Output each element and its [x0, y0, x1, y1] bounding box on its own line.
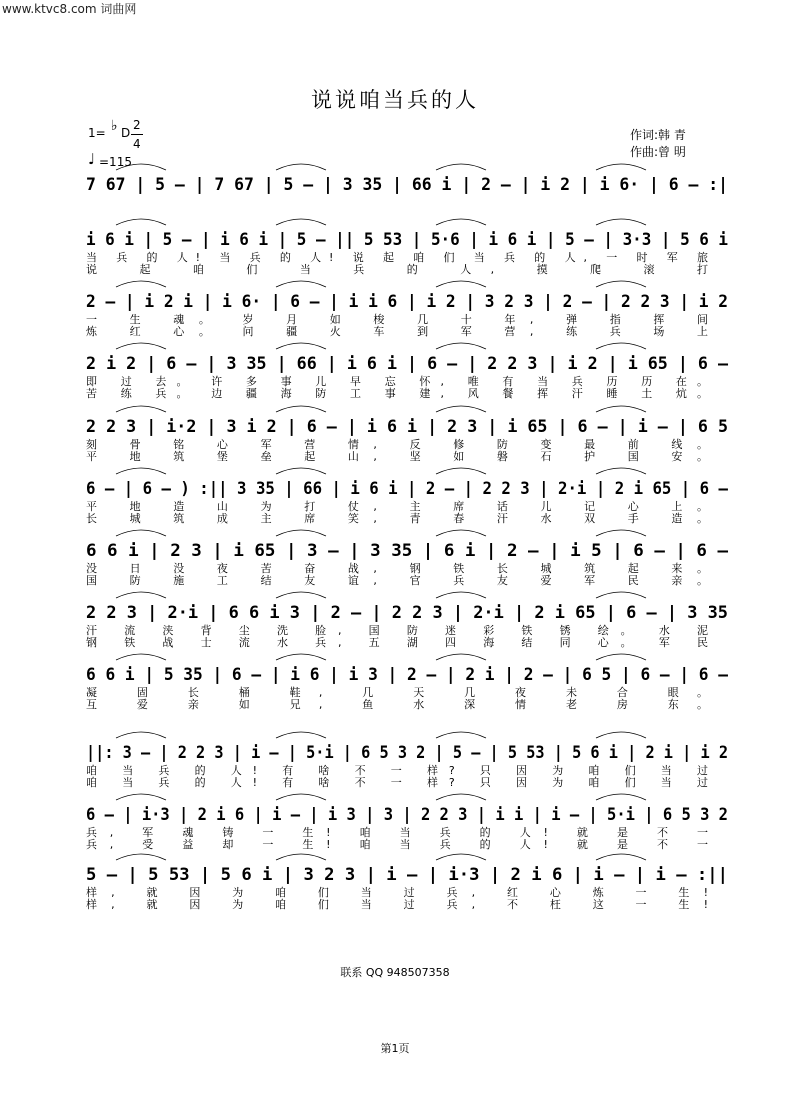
slur-arc — [596, 592, 646, 598]
jianpu-notes: i 6 i | 5 – | i 6 i | 5 – || 5 53 | 5·6 | i 6 i | 5 – | 3·3 | 5 6 i — [86, 230, 728, 250]
slur-arc — [596, 654, 646, 660]
flat-sign: ♭ — [111, 118, 118, 134]
slur-arc — [436, 854, 486, 860]
jianpu-notes: 7 67 | 5 – | 7 67 | 5 – | 3 35 | 66 i | 2 – | i 2 | i 6· | 6 – :| — [86, 175, 728, 195]
jianpu-notes: 5 – | 5 53 | 5 6 i | 3 2 3 | i – | i·3 | 2 i 6 | i – | i – :|| — [86, 865, 728, 885]
site-watermark: www.ktvc8.com 词曲网 — [2, 2, 137, 16]
slur-arc — [276, 343, 326, 349]
score-system — [86, 530, 729, 587]
lyric-line: 国 防 施 工 结 友 谊, 官 兵 友 爱 军 民 亲。 — [86, 574, 709, 587]
slur-arc — [116, 592, 166, 598]
jianpu-notes: ||: 3 – | 2 2 3 | i – | 5·i | 6 5 3 2 | 5 – | 5 53 | 5 6 i | 2 i | i 2 — [86, 743, 728, 763]
lyric-line: 互 爱 亲 如 兄, 鱼 水 深 情 老 房 东。 — [86, 698, 709, 711]
jianpu-notes: 2 – | i 2 i | i 6· | 6 – | i i 6 | i 2 | 3 2 3 | 2 – | 2 2 3 | i 2 — [86, 292, 728, 312]
lyric-line: 平 地 造 山 为 打 仗, 主 席 话 儿 记 心 上。 — [86, 500, 709, 513]
slur-arc — [596, 794, 646, 800]
slur-arc — [596, 530, 646, 536]
lyric-line: 即 过 去。 许 多 事 儿 早 忘 怀, 唯 有 当 兵 历 历 在。 — [86, 375, 709, 388]
slur-arc — [436, 406, 486, 412]
score-system — [86, 794, 728, 851]
slur-arc — [596, 732, 646, 738]
slur-arc — [116, 343, 166, 349]
jianpu-notes: 6 6 i | 5 35 | 6 – | i 6 | i 3 | 2 – | 2 i | 2 – | 6 5 | 6 – | 6 – — [86, 665, 729, 685]
contact-info: 联系 QQ 948507358 — [340, 966, 450, 979]
page-number: 第1页 — [380, 1042, 410, 1055]
lyric-line: 炼 红 心。 问 疆 火 车 到 军 营, 练 兵 场 上 — [86, 325, 709, 338]
score-system — [86, 343, 729, 400]
composer: 作曲:曾 明 — [630, 145, 686, 159]
jianpu-notes: 6 – | i·3 | 2 i 6 | i – | i 3 | 3 | 2 2 3 | i i | i – | 5·i | 6 5 3 2 — [86, 805, 728, 825]
slur-arc — [436, 468, 486, 474]
slur-arc — [596, 468, 646, 474]
slur-arc — [276, 654, 326, 660]
slur-arc — [116, 854, 166, 860]
slur-arc — [436, 219, 486, 225]
key-label: 1= — [88, 126, 106, 140]
lyric-line: 刻 骨 铭 心 军 营 情, 反 修 防 变 最 前 线。 — [86, 438, 709, 451]
score-system — [86, 732, 728, 789]
lyric-line: 苦 练 兵。 边 疆 海 防 工 事 建, 风 餐 挥 汗 睡 土 炕。 — [86, 387, 709, 400]
slur-arc — [436, 164, 486, 170]
slur-arc — [436, 592, 486, 598]
score-system — [86, 219, 728, 276]
jianpu-notes: 2 2 3 | i·2 | 3 i 2 | 6 – | i 6 i | 2 3 | i 65 | 6 – | i – | 6 5 — [86, 417, 728, 437]
slur-arc — [596, 219, 646, 225]
slur-arc — [436, 343, 486, 349]
slur-arc — [116, 794, 166, 800]
time-top: 2 — [133, 118, 141, 132]
song-title: 说说咱当兵的人 — [311, 88, 479, 112]
slur-arc — [116, 732, 166, 738]
slur-arc — [116, 219, 166, 225]
key-letter: D — [121, 126, 131, 140]
slur-arc — [436, 732, 486, 738]
lyric-line: 一 生 魂。 岁 月 如 梭 几 十 年, 弹 指 挥 间 — [86, 313, 709, 326]
lyric-line: 咱 当 兵 的 人! 有 啥 不 一 样? 只 因 为 咱 们 当 过 — [86, 764, 708, 777]
jianpu-notes: 6 6 i | 2 3 | i 65 | 3 – | 3 35 | 6 i | 2 – | i 5 | 6 – | 6 – — [86, 541, 729, 561]
tempo-marking: =115 — [99, 155, 132, 169]
lyric-line: 汗 流 浃 背 尘 洗 脸, 国 防 迷 彩 铁 锈 绘。 水 泥 — [86, 624, 708, 637]
jianpu-notes: 2 2 3 | 2·i | 6 6 i 3 | 2 – | 2 2 3 | 2·i | 2 i 65 | 6 – | 3 35 — [86, 603, 728, 623]
lyric-line: 没 日 没 夜 苦 奋 战, 钢 铁 长 城 筑 起 来。 — [86, 562, 709, 575]
lyric-line: 样, 就 因 为 咱 们 当 过 兵, 不 枉 这 一 生! — [86, 898, 708, 911]
slur-arc — [116, 468, 166, 474]
jianpu-notes: 2 i 2 | 6 – | 3 35 | 66 | i 6 i | 6 – | 2 2 3 | i 2 | i 65 | 6 – — [86, 354, 729, 374]
quarter-note-icon: ♩ — [88, 150, 96, 168]
slur-arc — [436, 654, 486, 660]
slur-arc — [116, 406, 166, 412]
score-system — [86, 654, 729, 711]
slur-arc — [596, 854, 646, 860]
slur-arc — [276, 219, 326, 225]
slur-arc — [596, 343, 646, 349]
lyric-line: 当 兵 的 人! 当 兵 的 人! 说 起 咱 们 当 兵 的 人, 一 时 军 旅 — [86, 251, 709, 264]
jianpu-notes: 6 – | 6 – ) :|| 3 35 | 66 | i 6 i | 2 – | 2 2 3 | 2·i | 2 i 65 | 6 – — [86, 479, 729, 499]
slur-arc — [436, 281, 486, 287]
slur-arc — [116, 164, 166, 170]
slur-arc — [276, 468, 326, 474]
lyric-line: 平 地 筑 堡 垒 起 山, 坚 如 磐 石 护 国 安。 — [86, 450, 709, 463]
slur-arc — [116, 530, 166, 536]
lyric-line: 凝 固 长 桶 鞋, 几 天 几 夜 未 合 眼。 — [86, 686, 709, 699]
slur-arc — [276, 854, 326, 860]
slur-arc — [596, 281, 646, 287]
lyricist: 作词:韩 青 — [630, 128, 686, 142]
lyric-line: 说 起 咱 们 当 兵 的 人, 摸 爬 滚 打 — [86, 263, 709, 276]
slur-arc — [116, 281, 166, 287]
slur-arc — [596, 406, 646, 412]
lyric-line: 兵, 受 益 却 一 生! 咱 当 兵 的 人! 就 是 不 一 — [86, 838, 708, 851]
slur-arc — [276, 592, 326, 598]
slur-arc — [276, 406, 326, 412]
score-system — [86, 281, 728, 338]
slur-arc — [276, 794, 326, 800]
slur-arc — [276, 164, 326, 170]
score-system — [86, 164, 728, 195]
score-system — [86, 854, 728, 911]
lyric-line: 咱 当 兵 的 人! 有 啥 不 一 样? 只 因 为 咱 们 当 过 — [86, 776, 708, 789]
slur-arc — [596, 164, 646, 170]
slur-arc — [276, 530, 326, 536]
slur-arc — [436, 794, 486, 800]
time-bottom: 4 — [133, 137, 141, 151]
lyric-line: 钢 铁 战 士 流 水 兵, 五 湖 四 海 结 同 心。 军 民 — [86, 636, 708, 649]
slur-arc — [276, 732, 326, 738]
slur-arc — [116, 654, 166, 660]
slur-arc — [276, 281, 326, 287]
lyric-line: 样, 就 因 为 咱 们 当 过 兵, 红 心 炼 一 生! — [86, 886, 708, 899]
score-system — [86, 592, 728, 649]
lyric-line: 长 城 筑 成 主 席 笑, 青 春 汗 水 双 手 造。 — [86, 512, 709, 525]
lyric-line: 兵, 军 魂 铸 一 生! 咱 当 兵 的 人! 就 是 不 一 — [86, 826, 708, 839]
score-system — [86, 406, 728, 463]
score-system — [86, 468, 729, 525]
slur-arc — [436, 530, 486, 536]
